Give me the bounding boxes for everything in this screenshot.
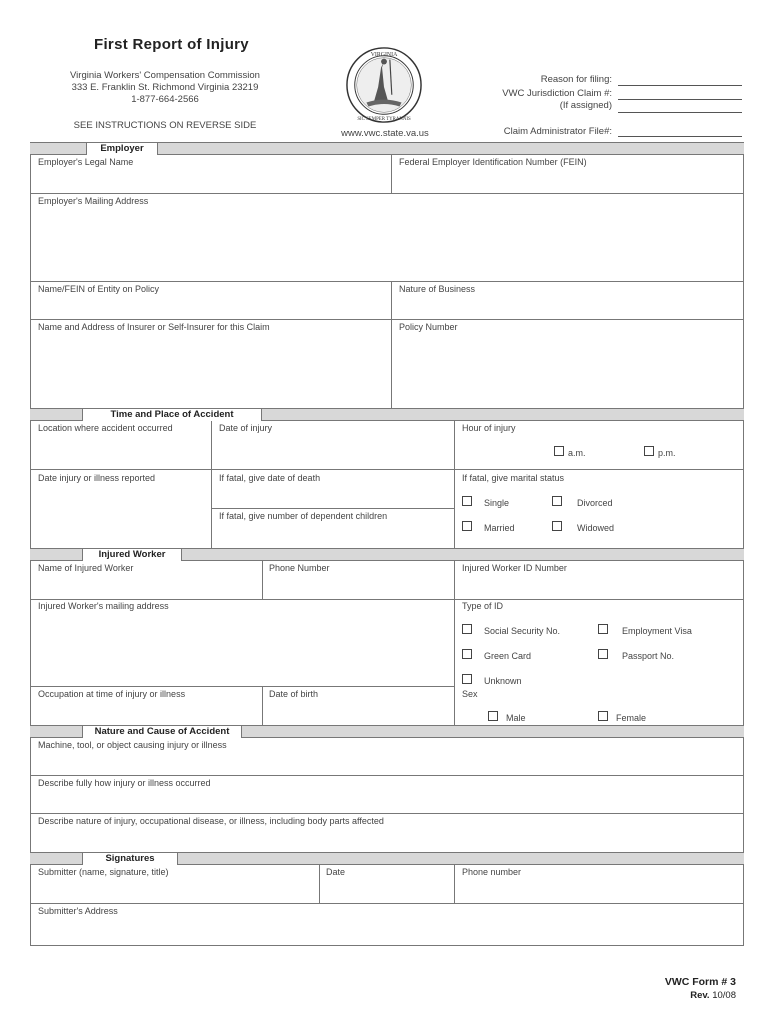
divider bbox=[30, 319, 744, 320]
reason-field[interactable] bbox=[618, 76, 742, 86]
divider bbox=[454, 421, 455, 548]
signature-date-label: Date bbox=[326, 867, 346, 877]
instructions-note: SEE INSTRUCTIONS ON REVERSE SIDE bbox=[73, 120, 257, 131]
reported-label: Date injury or illness reported bbox=[38, 473, 156, 483]
accident-section-title: Time and Place of Accident bbox=[82, 408, 262, 421]
dependents-label: If fatal, give number of dependent children bbox=[219, 511, 388, 521]
single-checkbox[interactable] bbox=[462, 496, 472, 506]
signatures-section-title: Signatures bbox=[82, 852, 178, 865]
widowed-label: Widowed bbox=[577, 523, 615, 533]
divider bbox=[211, 421, 212, 548]
nature-injury-label: Describe nature of injury, occupational disease, or illness, including body parts affected bbox=[38, 816, 384, 826]
divider bbox=[30, 599, 744, 600]
marital-label: If fatal, give marital status bbox=[462, 473, 565, 483]
claim-field[interactable] bbox=[618, 90, 742, 100]
passport-label: Passport No. bbox=[622, 651, 675, 661]
unknown-label: Unknown bbox=[484, 676, 522, 686]
divider bbox=[391, 155, 392, 193]
org-name: Virginia Workers' Compensation Commission bbox=[70, 70, 260, 81]
am-label: a.m. bbox=[568, 448, 586, 458]
signature-phone-label: Phone number bbox=[462, 867, 522, 877]
virginia-seal-icon bbox=[345, 46, 423, 124]
am-checkbox[interactable] bbox=[554, 446, 564, 456]
employer-mailing-label: Employer's Mailing Address bbox=[38, 196, 149, 206]
worker-section-title: Injured Worker bbox=[82, 548, 182, 561]
employer-section-title: Employer bbox=[86, 142, 158, 155]
ssn-checkbox[interactable] bbox=[462, 624, 472, 634]
admin-field[interactable] bbox=[618, 127, 742, 137]
married-checkbox[interactable] bbox=[462, 521, 472, 531]
policy-entity-label: Name/FEIN of Entity on Policy bbox=[38, 284, 160, 294]
visa-checkbox[interactable] bbox=[598, 624, 608, 634]
divider bbox=[30, 281, 744, 282]
male-label: Male bbox=[506, 713, 526, 723]
org-address bbox=[40, 70, 290, 106]
worker-phone-label: Phone Number bbox=[269, 563, 330, 573]
submitter-address-label: Submitter's Address bbox=[38, 906, 118, 916]
divider bbox=[262, 561, 263, 599]
divider bbox=[319, 865, 320, 903]
date-injury-label: Date of injury bbox=[219, 423, 273, 433]
passport-checkbox[interactable] bbox=[598, 649, 608, 659]
divorced-checkbox[interactable] bbox=[552, 496, 562, 506]
male-checkbox[interactable] bbox=[488, 711, 498, 721]
claim-sub-field[interactable] bbox=[618, 103, 742, 113]
svg-text:VIRGINIA: VIRGINIA bbox=[370, 51, 398, 58]
divider bbox=[454, 865, 455, 903]
form-title: First Report of Injury bbox=[94, 36, 249, 53]
divider bbox=[30, 775, 744, 776]
form-number: VWC Form # 3 bbox=[664, 976, 736, 988]
employer-legal-name-label: Employer's Legal Name bbox=[38, 157, 134, 167]
website-link[interactable]: www.vwc.state.va.us bbox=[341, 128, 429, 139]
pm-label: p.m. bbox=[658, 448, 676, 458]
sex-label: Sex bbox=[462, 689, 478, 699]
type-id-label: Type of ID bbox=[462, 601, 504, 611]
worker-name-label: Name of Injured Worker bbox=[38, 563, 134, 573]
revision-date: 10/08 bbox=[712, 990, 736, 1001]
divider bbox=[30, 193, 744, 194]
divider bbox=[211, 508, 454, 509]
cause-section-title: Nature and Cause of Accident bbox=[82, 725, 242, 738]
worker-mailing-label: Injured Worker's mailing address bbox=[38, 601, 169, 611]
org-phone: 1-877-664-2566 bbox=[131, 94, 199, 105]
revision-label: Rev. bbox=[690, 990, 710, 1001]
divorced-label: Divorced bbox=[577, 498, 613, 508]
insurer-label: Name and Address of Insurer or Self-Insurer for this Claim bbox=[38, 322, 270, 332]
female-label: Female bbox=[616, 713, 647, 723]
unknown-checkbox[interactable] bbox=[462, 674, 472, 684]
nature-business-label: Nature of Business bbox=[399, 284, 476, 294]
revision bbox=[690, 990, 736, 1001]
location-label: Location where accident occurred bbox=[38, 423, 173, 433]
divider bbox=[262, 686, 263, 725]
green-card-label: Green Card bbox=[484, 651, 532, 661]
claim-label: VWC Jurisdiction Claim #: bbox=[502, 88, 612, 99]
fein-label: Federal Employer Identification Number (FEIN) bbox=[399, 157, 587, 167]
admin-label: Claim Administrator File#: bbox=[503, 126, 612, 137]
org-street: 333 E. Franklin St. Richmond Virginia 23219 bbox=[71, 82, 259, 93]
divider bbox=[30, 686, 454, 687]
divider bbox=[454, 561, 455, 725]
claim-sub-label: (If assigned) bbox=[559, 100, 612, 111]
machine-label: Machine, tool, or object causing injury or illness bbox=[38, 740, 227, 750]
divider bbox=[391, 281, 392, 408]
single-label: Single bbox=[484, 498, 510, 508]
divider bbox=[30, 813, 744, 814]
dob-label: Date of birth bbox=[269, 689, 319, 699]
hour-injury-label: Hour of injury bbox=[462, 423, 516, 433]
widowed-checkbox[interactable] bbox=[552, 521, 562, 531]
death-date-label: If fatal, give date of death bbox=[219, 473, 321, 483]
green-card-checkbox[interactable] bbox=[462, 649, 472, 659]
divider bbox=[30, 469, 744, 470]
female-checkbox[interactable] bbox=[598, 711, 608, 721]
reason-label: Reason for filing: bbox=[540, 74, 612, 85]
visa-label: Employment Visa bbox=[622, 626, 692, 636]
svg-text:SIC SEMPER TYRANNIS: SIC SEMPER TYRANNIS bbox=[357, 117, 411, 123]
worker-id-label: Injured Worker ID Number bbox=[462, 563, 567, 573]
pm-checkbox[interactable] bbox=[644, 446, 654, 456]
submitter-label: Submitter (name, signature, title) bbox=[38, 867, 169, 877]
married-label: Married bbox=[484, 523, 515, 533]
ssn-label: Social Security No. bbox=[484, 626, 561, 636]
divider bbox=[30, 903, 744, 904]
occupation-label: Occupation at time of injury or illness bbox=[38, 689, 186, 699]
policy-number-label: Policy Number bbox=[399, 322, 458, 332]
how-label: Describe fully how injury or illness occurred bbox=[38, 778, 211, 788]
